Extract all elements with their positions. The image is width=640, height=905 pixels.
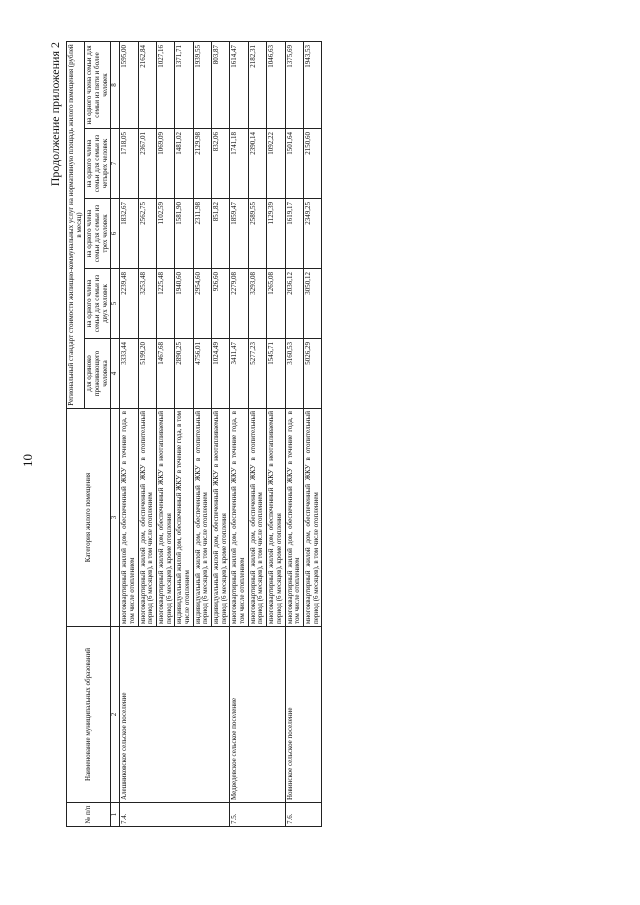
housing-category: многоквартирный жилой дом, обеспеченный ЖКУ в течение года, в том числе отоплением (230, 409, 248, 627)
municipality-name: Новинское сельское поселение (285, 627, 322, 803)
column-number: 3 (111, 409, 120, 627)
header-category: Категория жилого помещения (67, 409, 111, 627)
cost-value: 2349,25 (303, 199, 321, 269)
cost-value: 5199,20 (138, 339, 156, 409)
column-number: 7 (111, 129, 120, 199)
cost-value: 1595,00 (120, 41, 138, 128)
column-number: 6 (111, 199, 120, 269)
housing-category: многоквартирный жилой дом, обеспеченный ЖКУ в течение года, в том числе отоплением (285, 409, 303, 627)
cost-value: 803,87 (212, 41, 230, 128)
column-number: 5 (111, 269, 120, 339)
housing-category: многоквартирный жилой дом, обеспеченный ЖКУ в отопительный период (6 месяцев), в том числе отоплением (138, 409, 156, 627)
column-number: 4 (111, 339, 120, 409)
header-col8: на одного члена семьи для семьи из пяти и более человек (85, 41, 111, 128)
table-body (120, 41, 322, 826)
housing-category: многоквартирный жилой дом, обеспеченный ЖКУ в неотапливаемый период (6 месяцев), кроме отопления (267, 409, 285, 627)
cost-value: 2182,31 (248, 41, 266, 128)
cost-value: 1129,39 (267, 199, 285, 269)
header-num: № п/п (67, 803, 111, 827)
cost-value: 3293,08 (248, 269, 266, 339)
cost-value: 1467,68 (156, 339, 174, 409)
cost-value: 1069,09 (156, 129, 174, 199)
cost-value: 1718,05 (120, 129, 138, 199)
cost-value: 2150,60 (303, 129, 321, 199)
table-row (285, 41, 303, 826)
column-number: 8 (111, 41, 120, 128)
continuation-heading: Продолжение приложения 2 (48, 42, 62, 187)
cost-value: 832,06 (212, 129, 230, 199)
cost-value: 2129,98 (193, 129, 211, 199)
cost-value: 1046,63 (267, 41, 285, 128)
cost-value: 5026,29 (303, 339, 321, 409)
cost-value: 1371,71 (175, 41, 193, 128)
cost-value: 1619,17 (285, 199, 303, 269)
cost-value: 2390,14 (248, 129, 266, 199)
cost-value: 1940,60 (175, 269, 193, 339)
cost-value: 2589,55 (248, 199, 266, 269)
cost-value: 926,60 (212, 269, 230, 339)
cost-value: 2036,12 (285, 269, 303, 339)
cost-value: 1375,69 (285, 41, 303, 128)
cost-value: 5277,23 (248, 339, 266, 409)
cost-value: 3253,48 (138, 269, 156, 339)
housing-category: многоквартирный жилой дом, обеспеченный ЖКУ в отопительный период (6 месяцев), в том числе отоплением (248, 409, 266, 627)
cost-value: 1225,48 (156, 269, 174, 339)
group-number: 7.6. (285, 803, 322, 827)
cost-value: 1939,55 (193, 41, 211, 128)
housing-category: многоквартирный жилой дом, обеспеченный ЖКУ в неотапливаемый период (6 месяцев), кроме отопления (156, 409, 174, 627)
housing-category: индивидуальный жилой дом, обеспеченный ЖКУ в неотапливаемый период (6 месяцев), кроме отопления (212, 409, 230, 627)
column-number: 1 (111, 803, 120, 827)
cost-value: 1265,08 (267, 269, 285, 339)
housing-category: индивидуальный жилой дом, обеспеченный ЖКУ в течение года, в том числе отоплением (175, 409, 193, 627)
cost-value: 1024,49 (212, 339, 230, 409)
cost-value: 2239,48 (120, 269, 138, 339)
cost-value: 2562,75 (138, 199, 156, 269)
housing-category: индивидуальный жилой дом, обеспеченный ЖКУ в отопительный период (6 месяцев), в том числе отоплением (193, 409, 211, 627)
cost-value: 2367,01 (138, 129, 156, 199)
header-municipality: Наименование муниципальных образований (67, 627, 111, 803)
cost-value: 3333,44 (120, 339, 138, 409)
cost-value: 2162,84 (138, 41, 156, 128)
cost-value: 851,82 (212, 199, 230, 269)
municipality-name: Алешниковское сельское поселение (120, 627, 230, 803)
cost-value: 1581,90 (175, 199, 193, 269)
cost-value: 2311,98 (193, 199, 211, 269)
cost-value: 1859,47 (230, 199, 248, 269)
column-number: 2 (111, 627, 120, 803)
header-col4: для одиноко проживающего человека (85, 339, 111, 409)
cost-value: 2279,08 (230, 269, 248, 339)
cost-value: 3160,53 (285, 339, 303, 409)
housing-category: многоквартирный жилой дом, обеспеченный ЖКУ в течение года, в том числе отоплением (120, 409, 138, 627)
cost-value: 1027,16 (156, 41, 174, 128)
page-number: 10 (20, 454, 35, 467)
cost-value: 3050,12 (303, 269, 321, 339)
cost-value: 1501,64 (285, 129, 303, 199)
cost-value: 1092,22 (267, 129, 285, 199)
group-number: 7.5. (230, 803, 285, 827)
column-number-row (111, 41, 120, 826)
housing-category: многоквартирный жилой дом, обеспеченный ЖКУ в отопительный период (6 месяцев), в том числе отоплением (303, 409, 321, 627)
table-row (120, 41, 138, 826)
cost-value: 3411,47 (230, 339, 248, 409)
municipality-name: Медведевское сельское поселение (230, 627, 285, 803)
group-number: 7.4. (120, 803, 230, 827)
cost-value: 1741,18 (230, 129, 248, 199)
header-col5: на одного члена семьи для семьи из двух человек (85, 269, 111, 339)
tariff-table (66, 41, 322, 827)
cost-value: 4756,01 (193, 339, 211, 409)
header-standard: Региональный стандарт стоимости жилищно-коммунальных услуг на нормативную площадь жилого помещения (рублей в месяц) (67, 41, 85, 408)
cost-value: 1832,67 (120, 199, 138, 269)
cost-value: 1943,53 (303, 41, 321, 128)
cost-value: 2954,60 (193, 269, 211, 339)
table-row (230, 41, 248, 826)
header-col6: на одного члена семьи для семьи из трех человек (85, 199, 111, 269)
cost-value: 1614,47 (230, 41, 248, 128)
header-col7: на одного члена семьи для семьи из четырех человек (85, 129, 111, 199)
cost-value: 1102,59 (156, 199, 174, 269)
cost-value: 1545,71 (267, 339, 285, 409)
cost-value: 1481,02 (175, 129, 193, 199)
cost-value: 2890,25 (175, 339, 193, 409)
